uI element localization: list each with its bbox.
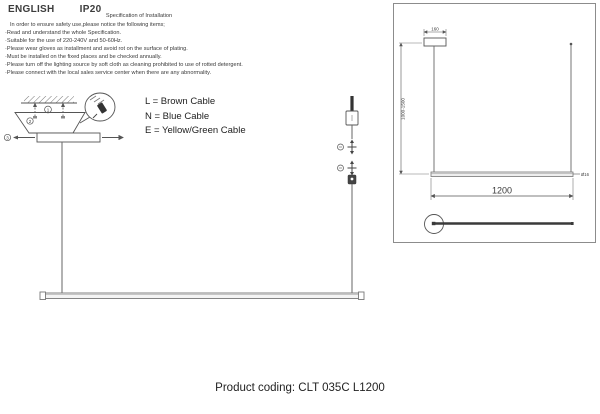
product-coding: Product coding: CLT 035C L1200 — [215, 382, 385, 394]
specification-item: · Please wear gloves as installment and avoid rot on the surface of plating. — [5, 45, 273, 53]
neutral-cable-label: N = Blue Cable — [145, 110, 210, 122]
specification-item: · Please turn off the lighting source by soft cloth as cleaning prohibited to use of rotted detergent. — [5, 61, 273, 69]
svg-text:1000-1500: 1000-1500 — [400, 98, 406, 120]
ceiling-hatch — [21, 96, 77, 103]
magnifier-detail — [80, 93, 115, 123]
canopy-width-dimension — [424, 27, 446, 47]
callout-2 — [27, 118, 33, 124]
specification-title: Specification of Installation — [105, 13, 173, 19]
installation-diagram — [0, 85, 390, 315]
specification-item: · Suitable for the use of 220-240V and 50-60Hz. — [5, 37, 273, 45]
tube-diameter-label — [573, 172, 590, 177]
canopy-trapezoid — [15, 113, 85, 134]
callout-3 — [4, 134, 10, 140]
dimension-drawing — [394, 4, 595, 242]
live-cable-label: L = Brown Cable — [145, 96, 216, 107]
svg-text:160: 160 — [431, 26, 439, 32]
svg-text:1200: 1200 — [491, 185, 513, 196]
svg-text:Ø16: Ø16 — [581, 172, 589, 177]
panel-cable-right — [570, 43, 573, 172]
fixture-bar — [40, 292, 364, 300]
specification-item: · Must be installed on the fixed places and be checked annually. — [5, 53, 273, 61]
specification-item: · Please connect with the local sales service center when there are any abnormality. — [5, 69, 273, 77]
slide-arrow-left — [13, 136, 35, 140]
length-dimension — [431, 178, 573, 200]
svg-text:3: 3 — [6, 135, 9, 141]
svg-text:2: 2 — [28, 118, 32, 124]
fixture-top-view — [425, 215, 574, 234]
panel-fixture-bar — [431, 172, 573, 177]
fixture-body — [37, 133, 100, 142]
specification-item: · Read and understand the whole Specification. — [5, 29, 273, 37]
ip-rating-label: IP20 — [79, 4, 102, 15]
callout-1 — [45, 106, 52, 113]
language-label: ENGLISH — [8, 4, 55, 15]
specification-block — [5, 12, 273, 77]
dimension-panel — [393, 3, 596, 243]
cable-gripper-detail — [338, 96, 359, 184]
height-dimension — [399, 43, 429, 174]
earth-cable-label: E = Yellow/Green Cable — [145, 125, 246, 137]
svg-text:1: 1 — [46, 107, 50, 113]
specification-intro: In order to ensure safety use,please notice the following items; — [10, 22, 165, 28]
